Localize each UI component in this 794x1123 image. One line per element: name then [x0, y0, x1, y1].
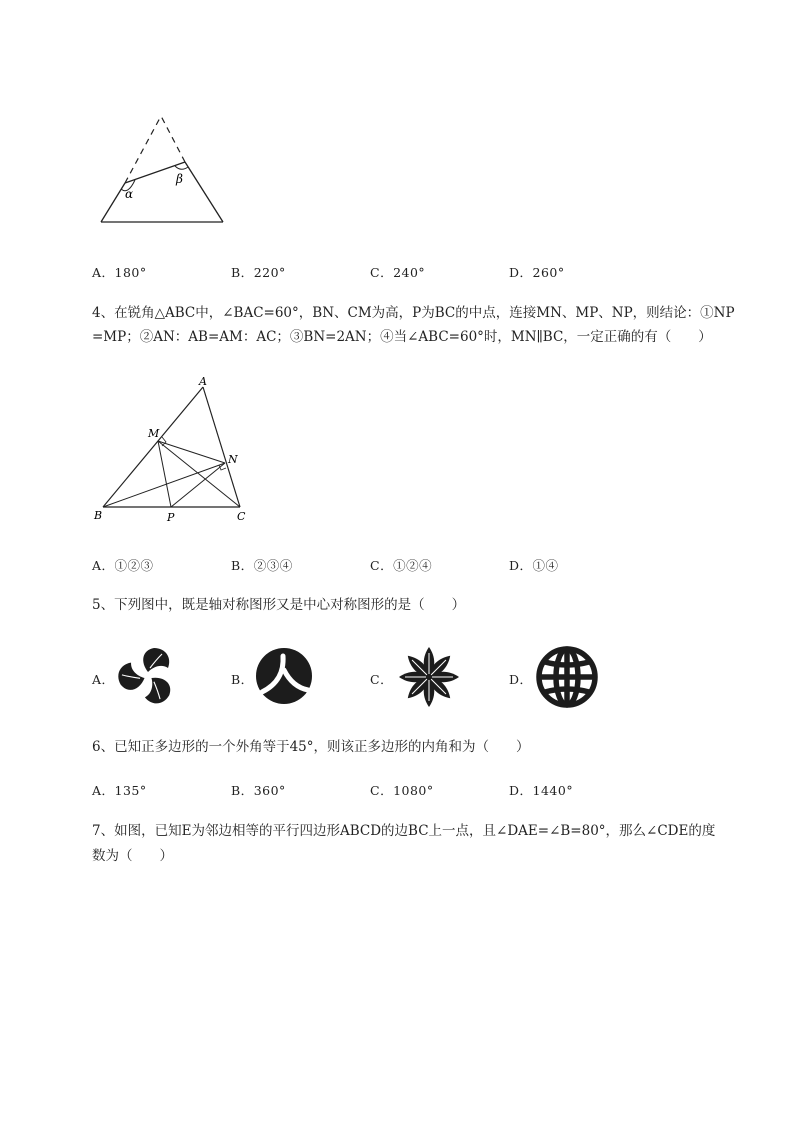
q6-option-b[interactable]: B．360° [231, 783, 286, 798]
alpha-label: α [125, 187, 134, 201]
q4-option-a[interactable]: A．①②③ [92, 558, 154, 573]
flower-petal-symbol[interactable] [396, 644, 462, 710]
point-m-label: M [148, 427, 160, 440]
question-7-line-2: 数为（ ） [92, 848, 173, 864]
vertex-a-label: A [199, 375, 207, 388]
globe-symbol[interactable] [534, 644, 600, 710]
question-4-line-2: =MP；②AN：AB=AM：AC；③BN=2AN；④当∠ABC=60°时，MN∥BC，一定正确的有（ ） [92, 329, 712, 345]
q5-option-c-letter[interactable]: C． [370, 672, 394, 687]
q4-option-b[interactable]: B．②③④ [231, 558, 293, 573]
pinwheel-leaf-symbol[interactable] [118, 646, 178, 706]
question-7-line-1: 7、如图，已知E为邻边相等的平行四边形ABCD的边BC上一点，且∠DAE=∠B=80°，那么∠CDE的度 [92, 823, 716, 839]
q5-option-a-letter[interactable]: A． [92, 672, 115, 687]
vertex-b-label: B [94, 509, 103, 522]
q3-option-b[interactable]: B．220° [231, 265, 286, 280]
q5-option-b-letter[interactable]: B． [231, 672, 254, 687]
question-4-line-1: 4、在锐角△ABC中，∠BAC=60°，BN、CM为高，P为BC的中点，连接MN、MP、NP，则结论：①NP [92, 305, 735, 321]
triangle-angle-figure [95, 110, 235, 230]
q4-option-d[interactable]: D．①④ [509, 558, 559, 573]
q6-option-a[interactable]: A．135° [92, 783, 147, 798]
beta-label: β [176, 172, 183, 186]
triangle-abc-figure [88, 375, 258, 525]
q3-option-c[interactable]: C．240° [370, 265, 426, 280]
point-n-label: N [228, 453, 238, 466]
q3-option-d[interactable]: D．260° [509, 265, 565, 280]
q6-option-c[interactable]: C．1080° [370, 783, 434, 798]
person-circle-symbol[interactable] [254, 646, 314, 706]
vertex-c-label: C [237, 510, 246, 523]
question-5-text: 5、下列图中，既是轴对称图形又是中心对称图形的是（ ） [92, 597, 466, 613]
q4-option-c[interactable]: C．①②④ [370, 558, 433, 573]
question-6-text: 6、已知正多边形的一个外角等于45°，则该正多边形的内角和为（ ） [92, 739, 530, 755]
point-p-label: P [167, 511, 175, 524]
q3-option-a[interactable]: A．180° [92, 265, 147, 280]
q6-option-d[interactable]: D．1440° [509, 783, 574, 798]
q5-option-d-letter[interactable]: D． [509, 672, 533, 687]
